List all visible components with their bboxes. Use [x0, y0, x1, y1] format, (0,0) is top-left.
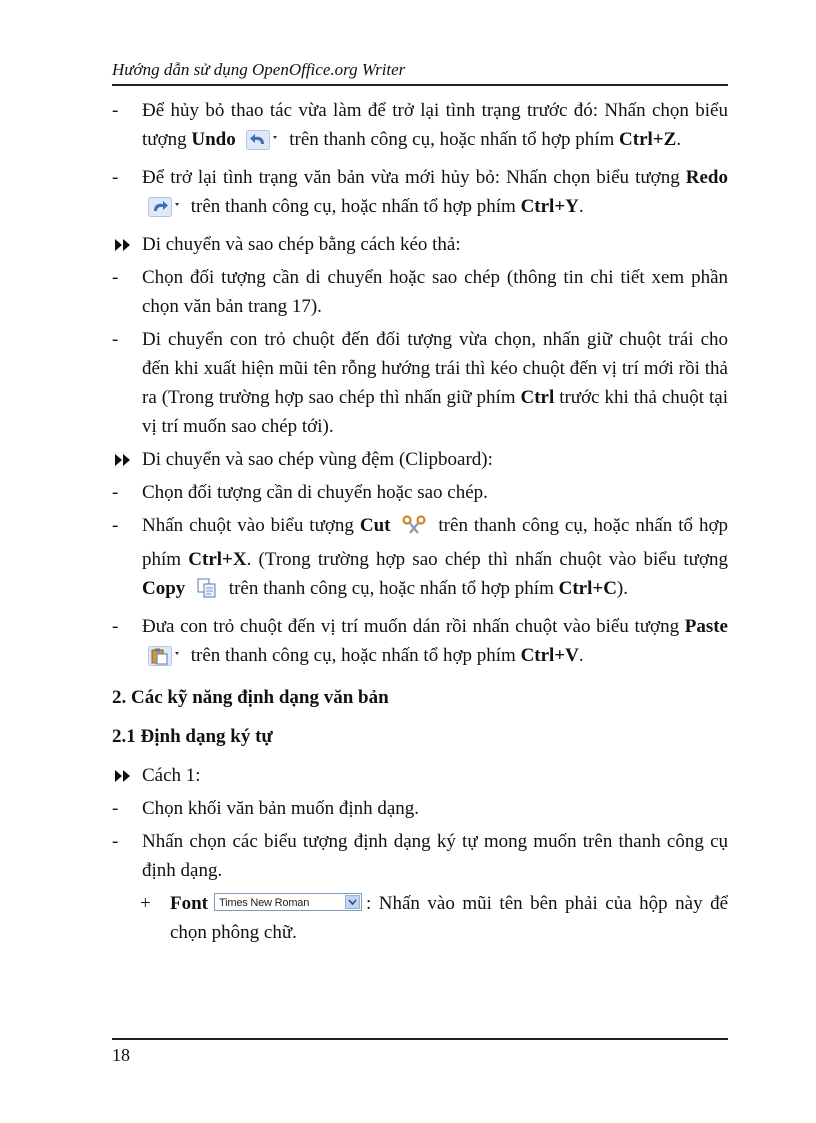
page-content	[112, 96, 728, 951]
paste-label: Paste	[684, 616, 728, 637]
list-item: - Di chuyển con trỏ chuột đến đối tượng vừa chọn, nhấn giữ chuột trái cho đến khi xuất hiện mũi tên rỗng hướng trái thì kéo chuột đến vị trí mới rồi thả ra (Trong trường hợp sao chép thì nhấn giữ phím Ctrl trước khi thả chuột tại vị trí muốn sao chép tới).	[112, 325, 728, 441]
copy-icon	[196, 577, 218, 608]
redo-shortcut: Ctrl+Y	[520, 196, 579, 217]
font-name-box	[214, 893, 362, 911]
cut-shortcut: Ctrl+X	[188, 549, 247, 570]
dash-marker: -	[112, 515, 119, 536]
list-item: - Để trở lại tình trạng văn bản vừa mới hủy bỏ: Nhấn chọn biểu tượng Redo trên thanh công cụ, hoặc nhấn tổ hợp phím Ctrl+Y.	[112, 163, 728, 226]
dash-marker: -	[112, 616, 119, 637]
header-title: Hướng dẫn sử dụng OpenOffice.org Writer	[112, 60, 406, 79]
font-name-value: Times New Roman	[219, 897, 310, 909]
section-2-heading: 2. Các kỹ năng định dạng văn bản	[112, 687, 389, 708]
double-arrow-icon	[112, 238, 136, 252]
paste-shortcut: Ctrl+V	[520, 645, 579, 666]
font-label: Font	[170, 893, 208, 914]
section-2-1-heading: 2.1 Định dạng ký tự	[112, 726, 273, 747]
double-arrow-icon	[112, 453, 136, 467]
dropdown-arrow-icon	[345, 895, 360, 909]
list-item: - Chọn đối tượng cần di chuyển hoặc sao chép (thông tin chi tiết xem phần chọn văn bản trang 17).	[112, 263, 728, 321]
ctrl-key: Ctrl	[520, 387, 555, 408]
list-item: - Đưa con trỏ chuột đến vị trí muốn dán rồi nhấn chuột vào biểu tượng Paste trên thanh công cụ, hoặc nhấn tổ hợp phím Ctrl+V.	[112, 612, 728, 675]
undo-label: Undo	[191, 129, 236, 150]
dash-marker: -	[112, 798, 119, 819]
list-item: - Để hủy bỏ thao tác vừa làm để trở lại tình trạng trước đó: Nhấn chọn biểu tượng Undo trên thanh công cụ, hoặc nhấn tổ hợp phím Ctrl+Z.	[112, 96, 728, 159]
arrow-item	[112, 761, 728, 790]
dash-marker: -	[112, 167, 119, 188]
list-item: - Chọn đối tượng cần di chuyển hoặc sao chép.	[112, 478, 728, 507]
list-item: - Nhấn chọn các biểu tượng định dạng ký tự mong muốn trên thanh công cụ định dạng.	[112, 827, 728, 885]
copy-shortcut: Ctrl+C	[558, 578, 617, 599]
undo-icon	[246, 130, 278, 159]
redo-label: Redo	[685, 167, 728, 188]
page-header	[112, 58, 728, 86]
redo-icon	[148, 197, 180, 226]
list-item: - Nhấn chuột vào biểu tượng Cut trên thanh công cụ, hoặc nhấn tổ hợp phím Ctrl+X. (Trong trường hợp sao chép thì nhấn chuột vào biểu tượng Copy trên thanh công cụ, hoặc nhấn tổ hợp phím Ctrl+C).	[112, 511, 728, 608]
arrow-item	[112, 230, 728, 259]
undo-shortcut: Ctrl+Z	[619, 129, 677, 150]
page-footer	[112, 1038, 728, 1066]
method-1: Cách 1:	[142, 765, 201, 786]
dash-marker: -	[112, 267, 119, 288]
dash-marker: -	[112, 482, 119, 503]
paste-icon	[148, 646, 180, 675]
dash-marker: -	[112, 831, 119, 852]
drag-title: Di chuyển và sao chép bằng cách kéo thả:	[142, 234, 461, 255]
copy-label: Copy	[142, 578, 186, 599]
double-arrow-icon	[112, 769, 136, 783]
dash-marker: -	[112, 329, 119, 350]
list-item: - Chọn khối văn bản muốn định dạng.	[112, 794, 728, 823]
scissors-icon	[402, 514, 426, 545]
clipboard-title: Di chuyển và sao chép vùng đệm (Clipboard):	[142, 449, 493, 470]
sub-list-item: + Font Times New Roman : Nhấn vào mũi tên bên phải của hộp này để chọn phông chữ.	[112, 889, 728, 947]
dash-marker: -	[112, 100, 119, 121]
page-number: 18	[112, 1045, 130, 1065]
plus-marker: +	[140, 893, 151, 914]
arrow-item	[112, 445, 728, 474]
cut-label: Cut	[359, 515, 391, 536]
